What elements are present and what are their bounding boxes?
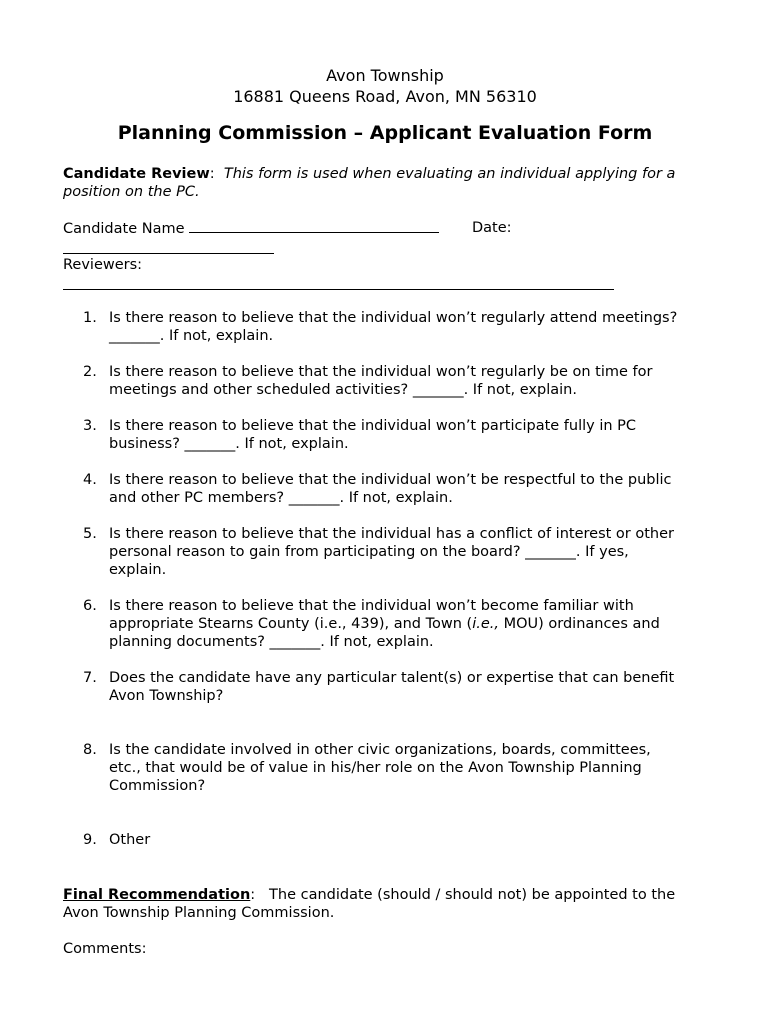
date-label: Date: xyxy=(472,220,512,236)
candidate-name-row xyxy=(63,219,713,238)
final-recommendation: Final Recommendation: The candidate (should / should not) be appointed to the xyxy=(63,887,676,903)
reviewers-field[interactable] xyxy=(63,289,614,290)
intro-text: This form is used when evaluating an individual applying for a position on the PC. xyxy=(63,166,676,200)
candidate-name-field[interactable] xyxy=(189,219,439,233)
date-field[interactable] xyxy=(63,253,274,254)
intro-label: Candidate Review xyxy=(63,166,210,182)
org-name: Avon Township xyxy=(326,66,444,85)
final-recommendation-label: Final Recommendation xyxy=(63,887,251,903)
candidate-name-label: Candidate Name xyxy=(63,221,185,237)
evaluation-form-page: Avon Township 16881 Queens Road, Avon, MN 56310 Planning Commission – Applicant Evaluation Form Candidate Review: This form is used when evaluating an individual applying for a position on the PC. Candidate Name Date: Reviewers: 1. Is there reason to believe that the individual won’t regularly attend meetings? _______. If not, explain. 2. Is there reason to believe that the individual won’t regularly be on time for meetings and other scheduled activities? _______. If not, explain. 3. Is there reason to believe that the individual won’t participate fully in PC business? _______. If not, explain. 4. Is there reason to believe that the individual won’t be respectful to the public and other PC members? _______. If not, explain. 5. Is there reason to believe that the individual has a conflict of interest or other personal reason to gain from participating on the board? _______. If yes, explain. 6. Is there reason to believe that the individual won’t become familiar with appropriate Stearns County (i.e., 439), and Town (i.e., MOU) ordinances and planning documents? _______. If not, explain. 7. Does the candidate have any particular talent(s) or expertise that can benefit Avon Township? 8. Is the candidate involved in other civic organizations, boards, committees, etc., that would be of value in his/her role on the Avon Township Planning Commission? 9. Other Final Recommendation: The candidate (should / should not) be appointed to the Avon Township Planning Commission. Comments: xyxy=(0,0,770,1024)
org-address: 16881 Queens Road, Avon, MN 56310 xyxy=(233,87,537,106)
reviewers-label: Reviewers: xyxy=(63,257,143,273)
comments-label: Comments: xyxy=(63,941,147,957)
page-title: Planning Commission – Applicant Evaluation Form xyxy=(117,122,653,144)
final-recommendation-cont: Avon Township Planning Commission. xyxy=(63,905,335,921)
intro-paragraph: Candidate Review: This form is used when evaluating an individual applying for a position on the PC. xyxy=(63,166,676,200)
